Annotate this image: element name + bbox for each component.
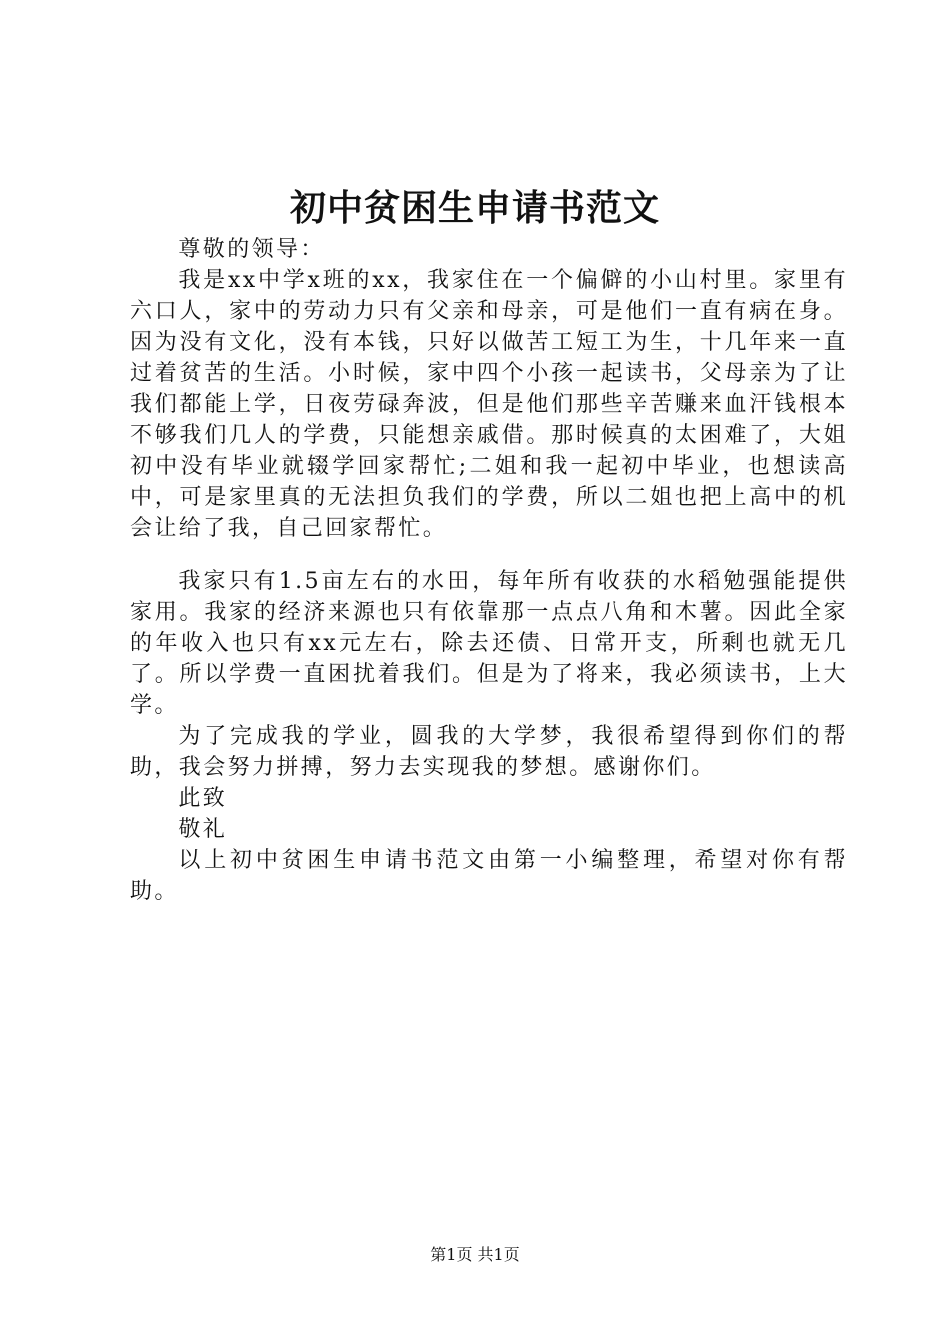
closing-line-2: 敬礼 [178, 817, 228, 842]
editor-note: 以上初中贫困生申请书范文由第一小编整理，希望对你有帮助。 [130, 848, 848, 904]
document-body [130, 234, 848, 907]
paragraph-request: 为了完成我的学业，圆我的大学梦，我很希望得到你们的帮助，我会努力拼搏，努力去实现我的梦想。感谢你们。 [130, 724, 848, 780]
closing-line-1: 此致 [178, 786, 228, 811]
paragraph-income: 我家只有1.5亩左右的水田，每年所有收获的水稻勉强能提供家用。我家的经济来源也只有依靠那一点点八角和木薯。因此全家的年收入也只有xx元左右，除去还债、日常开支，所剩也就无几了。所以学费一直困扰着我们。但是为了将来，我必须读书，上大学。 [130, 569, 848, 718]
paragraph-family: 我是xx中学x班的xx，我家住在一个偏僻的小山村里。家里有六口人，家中的劳动力只有父亲和母亲，可是他们一直有病在身。因为没有文化，没有本钱，只好以做苦工短工为生，十几年来一直过着贫苦的生活。小时候，家中四个小孩一起读书，父母亲为了让我们都能上学，日夜劳碌奔波，但是他们那些辛苦赚来血汗钱根本不够我们几人的学费，只能想亲戚借。那时候真的太困难了，大姐初中没有毕业就辍学回家帮忙;二姐和我一起初中毕业，也想读高中，可是家里真的无法担负我们的学费，所以二姐也把上高中的机会让给了我，自己回家帮忙。 [130, 268, 848, 541]
salutation: 尊敬的领导： [178, 237, 325, 262]
page-footer: 第1页 共1页 [430, 1245, 520, 1264]
document-title: 初中贫困生申请书范文 [289, 187, 660, 229]
